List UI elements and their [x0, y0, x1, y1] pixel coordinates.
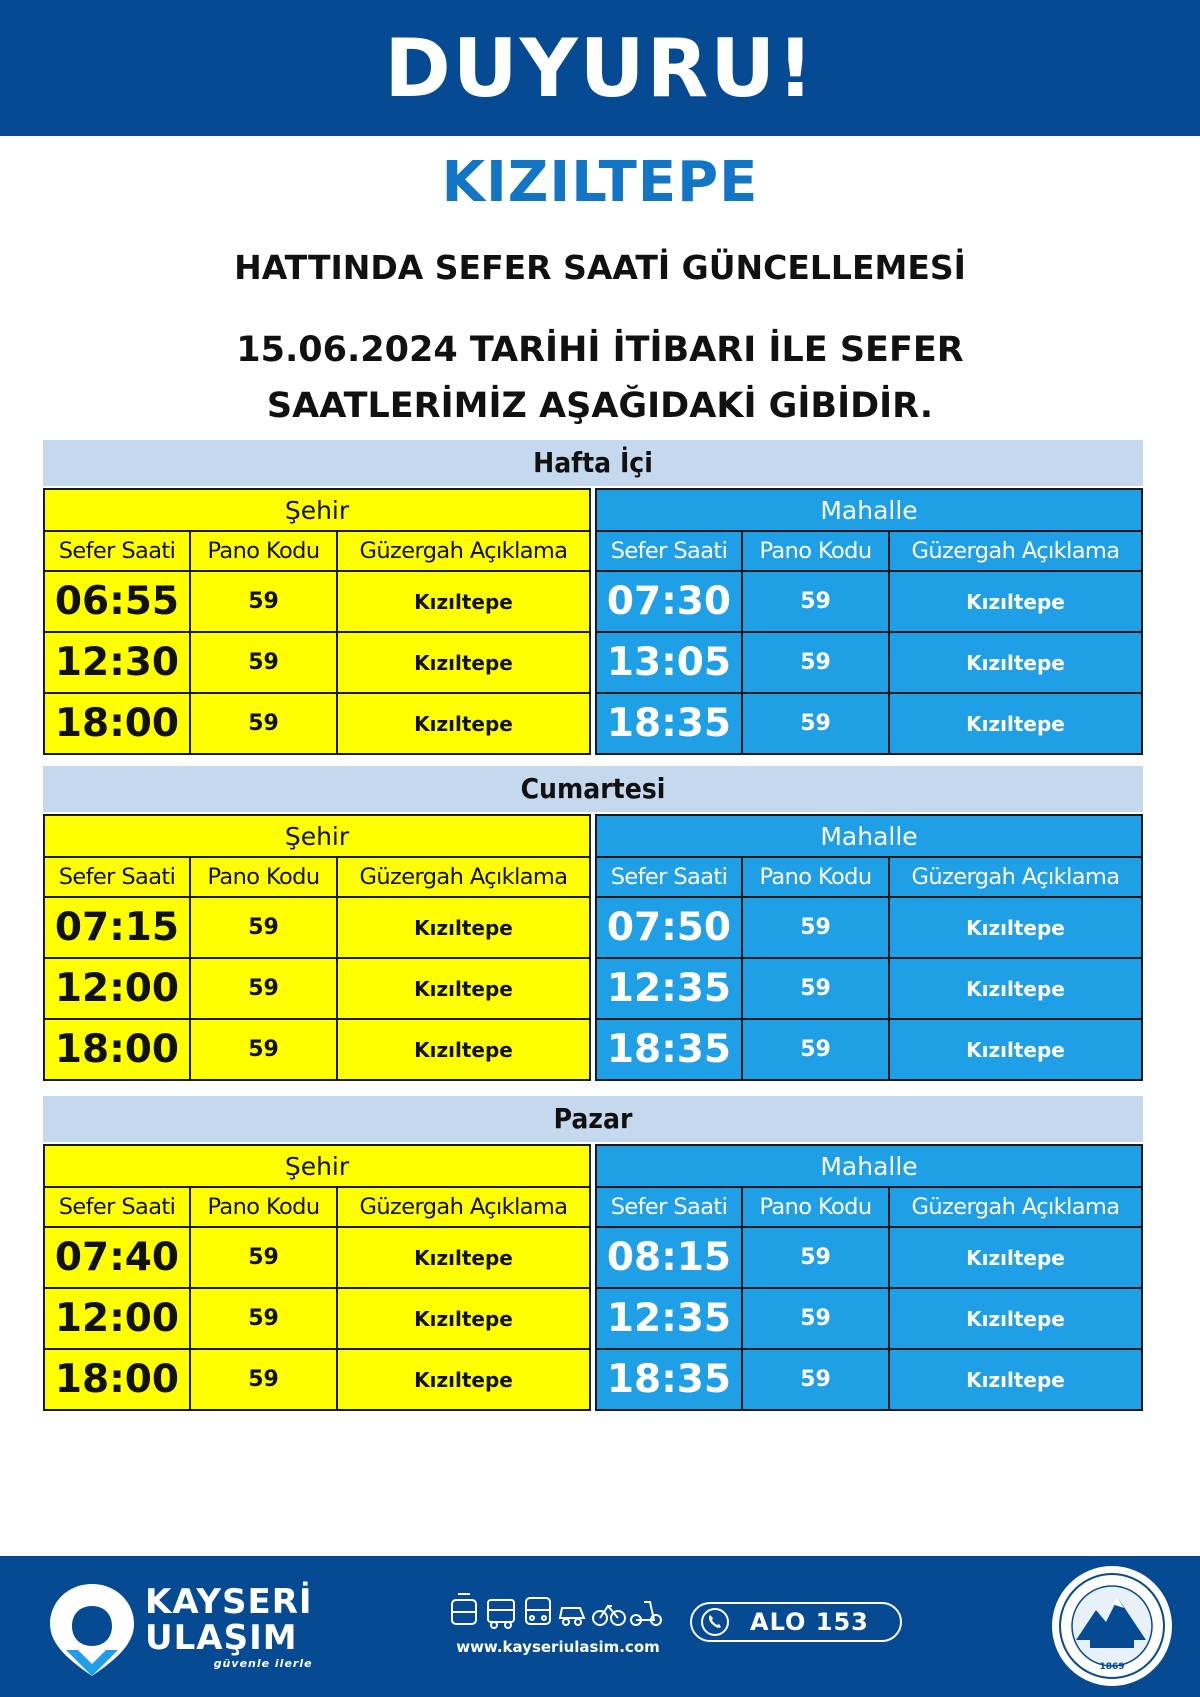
column-header-code: Pano Kodu — [190, 1187, 337, 1227]
board-code: 59 — [190, 632, 337, 693]
column-header-code: Pano Kodu — [190, 531, 337, 571]
table-row — [44, 958, 590, 1019]
table-row — [596, 1349, 1142, 1410]
day-header: Hafta İçi — [43, 440, 1143, 486]
column-header-time: Sefer Saati — [44, 857, 190, 897]
board-code: 59 — [190, 897, 337, 958]
group-header: Mahalle — [596, 489, 1142, 531]
column-header-route: Güzergah Açıklama — [337, 857, 590, 897]
column-header-route: Güzergah Açıklama — [337, 531, 590, 571]
departure-time: 18:00 — [44, 693, 190, 754]
group-header: Mahalle — [596, 1145, 1142, 1187]
route-description: Kızıltepe — [337, 1019, 590, 1080]
column-header-code: Pano Kodu — [742, 531, 889, 571]
board-code: 59 — [742, 693, 889, 754]
route-description: Kızıltepe — [337, 693, 590, 754]
city-schedule-table — [43, 488, 591, 755]
day-header: Cumartesi — [43, 766, 1143, 812]
table-row — [44, 693, 590, 754]
table-row — [596, 1227, 1142, 1288]
top-banner — [0, 0, 1200, 136]
group-header: Şehir — [44, 489, 590, 531]
board-code: 59 — [190, 1349, 337, 1410]
brand — [145, 1584, 313, 1672]
board-code: 59 — [742, 958, 889, 1019]
table-row — [596, 1019, 1142, 1080]
departure-time: 12:30 — [44, 632, 190, 693]
schedule-tables — [43, 1144, 1143, 1411]
bus-icon — [488, 1600, 514, 1628]
car-icon — [560, 1608, 584, 1625]
schedule-tables — [43, 814, 1143, 1081]
route-description: Kızıltepe — [889, 1349, 1142, 1410]
column-header-code: Pano Kodu — [742, 857, 889, 897]
board-code: 59 — [190, 1288, 337, 1349]
route-description: Kızıltepe — [889, 958, 1142, 1019]
seal-year: 1869 — [1099, 1662, 1125, 1672]
effective-date-line-2: SAATLERİMİZ AŞAĞIDAKİ GİBİDİR. — [266, 386, 934, 426]
hotline-number: ALO 153 — [750, 1608, 869, 1636]
table-row — [44, 1227, 590, 1288]
hotline-badge[interactable] — [690, 1602, 902, 1642]
column-header-time: Sefer Saati — [44, 1187, 190, 1227]
table-row — [596, 897, 1142, 958]
schedule-section — [43, 440, 1143, 755]
schedule-tables — [43, 488, 1143, 755]
column-header-time: Sefer Saati — [44, 531, 190, 571]
day-header: Pazar — [43, 1096, 1143, 1142]
departure-time: 18:00 — [44, 1349, 190, 1410]
route-description: Kızıltepe — [337, 632, 590, 693]
departure-time: 07:50 — [596, 897, 742, 958]
kayseri-ulasim-logo-icon — [46, 1580, 138, 1680]
board-code: 59 — [742, 1227, 889, 1288]
departure-time: 07:15 — [44, 897, 190, 958]
route-description: Kızıltepe — [337, 958, 590, 1019]
table-row — [44, 1349, 590, 1410]
board-code: 59 — [190, 693, 337, 754]
departure-time: 12:35 — [596, 1288, 742, 1349]
departure-time: 06:55 — [44, 571, 190, 632]
table-row — [596, 958, 1142, 1019]
route-description: Kızıltepe — [337, 571, 590, 632]
group-header: Mahalle — [596, 815, 1142, 857]
column-header-code: Pano Kodu — [742, 1187, 889, 1227]
scooter-icon — [631, 1602, 661, 1625]
column-header-time: Sefer Saati — [596, 857, 742, 897]
board-code: 59 — [742, 1349, 889, 1410]
board-code: 59 — [190, 1227, 337, 1288]
column-header-time: Sefer Saati — [596, 531, 742, 571]
city-schedule-table — [43, 1144, 591, 1411]
brand-tagline: güvenle ilerle — [213, 1657, 313, 1670]
bicycle-icon — [593, 1606, 625, 1625]
route-description: Kızıltepe — [889, 632, 1142, 693]
route-description: Kızıltepe — [889, 897, 1142, 958]
route-description: Kızıltepe — [337, 1288, 590, 1349]
route-description: Kızıltepe — [889, 1288, 1142, 1349]
brand-line-2: ULAŞIM — [145, 1618, 298, 1658]
table-row — [596, 1288, 1142, 1349]
column-header-route: Güzergah Açıklama — [889, 531, 1142, 571]
departure-time: 18:35 — [596, 693, 742, 754]
table-row — [44, 632, 590, 693]
group-header: Şehir — [44, 1145, 590, 1187]
departure-time: 08:15 — [596, 1227, 742, 1288]
column-header-code: Pano Kodu — [190, 857, 337, 897]
board-code: 59 — [742, 571, 889, 632]
column-header-route: Güzergah Açıklama — [889, 857, 1142, 897]
website-link[interactable]: www.kayseriulasim.com — [456, 1638, 660, 1656]
route-description: Kızıltepe — [889, 571, 1142, 632]
table-row — [44, 1019, 590, 1080]
brand-line-1: KAYSERİ — [145, 1582, 313, 1622]
footer — [0, 1556, 1200, 1697]
table-row — [596, 693, 1142, 754]
table-row — [44, 897, 590, 958]
departure-time: 07:40 — [44, 1227, 190, 1288]
route-description: Kızıltepe — [337, 1227, 590, 1288]
route-description: Kızıltepe — [889, 1019, 1142, 1080]
board-code: 59 — [742, 897, 889, 958]
neighborhood-schedule-table — [595, 488, 1143, 755]
effective-date-text — [0, 322, 1200, 434]
departure-time: 18:35 — [596, 1349, 742, 1410]
departure-time: 07:30 — [596, 571, 742, 632]
departure-time: 12:00 — [44, 958, 190, 1019]
table-row — [44, 1288, 590, 1349]
board-code: 59 — [190, 958, 337, 1019]
route-description: Kızıltepe — [337, 1349, 590, 1410]
column-header-route: Güzergah Açıklama — [889, 1187, 1142, 1227]
tram-icon — [452, 1594, 476, 1624]
board-code: 59 — [742, 632, 889, 693]
update-heading: HATTINDA SEFER SAATİ GÜNCELLEMESİ — [234, 248, 966, 287]
schedule-section — [43, 766, 1143, 1081]
board-code: 59 — [190, 571, 337, 632]
departure-time: 12:35 — [596, 958, 742, 1019]
column-header-route: Güzergah Açıklama — [337, 1187, 590, 1227]
board-code: 59 — [742, 1019, 889, 1080]
phone-icon — [700, 1607, 730, 1637]
neighborhood-schedule-table — [595, 814, 1143, 1081]
departure-time: 13:05 — [596, 632, 742, 693]
city-schedule-table — [43, 814, 591, 1081]
bus-front-icon — [526, 1598, 550, 1624]
column-header-time: Sefer Saati — [596, 1187, 742, 1227]
board-code: 59 — [190, 1019, 337, 1080]
board-code: 59 — [742, 1288, 889, 1349]
group-header: Şehir — [44, 815, 590, 857]
departure-time: 12:00 — [44, 1288, 190, 1349]
table-row — [44, 571, 590, 632]
route-description: Kızıltepe — [337, 897, 590, 958]
departure-time: 18:00 — [44, 1019, 190, 1080]
route-description: Kızıltepe — [889, 693, 1142, 754]
table-row — [596, 571, 1142, 632]
transport-modes — [448, 1592, 664, 1632]
line-name: KIZILTEPE — [441, 150, 759, 215]
departure-time: 18:35 — [596, 1019, 742, 1080]
neighborhood-schedule-table — [595, 1144, 1143, 1411]
announcement-title: DUYURU! — [384, 21, 816, 115]
route-description: Kızıltepe — [889, 1227, 1142, 1288]
schedule-section — [43, 1096, 1143, 1411]
effective-date-line-1: 15.06.2024 TARİHİ İTİBARI İLE SEFER — [236, 330, 964, 370]
table-row — [596, 632, 1142, 693]
